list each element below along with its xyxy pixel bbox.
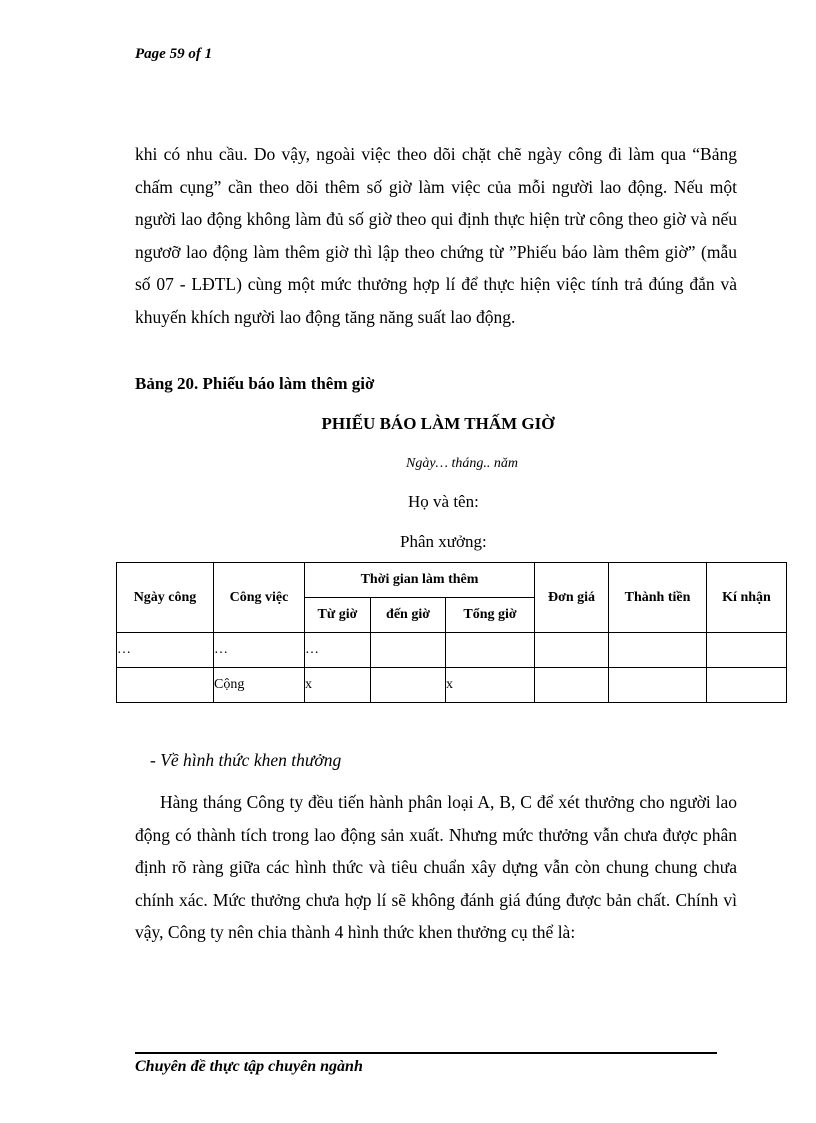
form-name-label: Họ và tên:: [408, 492, 479, 511]
cell-thanh-tien: [609, 668, 707, 703]
cell-ki-nhan: [707, 668, 787, 703]
cell-cong-viec: …: [214, 633, 305, 668]
cell-tong-gio-x: x: [446, 668, 535, 703]
cell-ngay-cong: [117, 668, 214, 703]
header-thanh-tien: Thành tiền: [609, 563, 707, 633]
footer-text: Chuyên đề thực tập chuyên ngành: [135, 1058, 363, 1075]
form-title: PHIẾU BÁO LÀM THẤM GIỜ: [321, 414, 555, 433]
form-workshop-label: Phân xưởng:: [400, 532, 487, 551]
cell-tu-gio-x: x: [305, 668, 371, 703]
page-number: Page 59 of 1: [135, 46, 213, 62]
cell-den-gio: [371, 668, 446, 703]
header-tong-gio: Tổng giờ: [446, 598, 535, 633]
section-subheading: - Về hình thức khen thưởng: [150, 750, 342, 770]
cell-don-gia: [535, 668, 609, 703]
footer-divider: [135, 1052, 717, 1054]
header-thoi-gian: Thời gian làm thêm: [305, 563, 535, 598]
body-paragraph-1: khi có nhu cầu. Do vậy, ngoài việc theo dõi chặt chẽ ngày công đi làm qua “Bảng chấm cụng” cần theo dõi thêm số giờ làm việc của mỗi người lao động. Nếu một người lao động không làm đủ số giờ theo qui định thực hiện trừ công theo giờ và nếu ngươỡ lao động làm thêm giờ thì lập theo chứng từ ”Phiếu báo làm thêm giờ” (mẫu số 07 - LĐTL) cùng một mức thưởng hợp lí để thực hiện việc tính trả đúng đắn và khuyến khích người lao động tăng năng suất lao động.: [135, 144, 737, 327]
header-don-gia: Đơn giá: [535, 563, 609, 633]
cell-tong-gio: [446, 633, 535, 668]
header-ki-nhan: Kí nhận: [707, 563, 787, 633]
cell-ngay-cong: …: [117, 633, 214, 668]
cell-thanh-tien: [609, 633, 707, 668]
overtime-form-table: [116, 562, 787, 703]
form-date-line: Ngày… tháng.. năm: [406, 456, 518, 471]
cell-ki-nhan: [707, 633, 787, 668]
table-row: [117, 633, 787, 668]
header-ngay-cong: Ngày công: [117, 563, 214, 633]
cell-den-gio: [371, 633, 446, 668]
cell-total-label: Cộng: [214, 668, 305, 703]
body-paragraph-2: Hàng tháng Công ty đều tiến hành phân loại A, B, C để xét thưởng cho người lao động có thành tích trong lao động sản xuất. Nhưng mức thưởng vẫn chưa được phân định rõ ràng giữa các hình thức và tiêu chuẩn xây dựng vẫn còn chung chung chưa chính xác. Mức thưởng chưa hợp lí sẽ không đánh giá đúng được bản chất. Chính vì vậy, Công ty nên chia thành 4 hình thức khen thưởng cụ thể là:: [135, 792, 737, 942]
table-row-total: [117, 668, 787, 703]
header-den-gio: đến giờ: [371, 598, 446, 633]
table-caption: Bảng 20. Phiếu báo làm thêm giờ: [135, 374, 375, 393]
header-tu-gio: Từ giờ: [305, 598, 371, 633]
header-cong-viec: Công việc: [214, 563, 305, 633]
cell-tu-gio: …: [305, 633, 371, 668]
cell-don-gia: [535, 633, 609, 668]
